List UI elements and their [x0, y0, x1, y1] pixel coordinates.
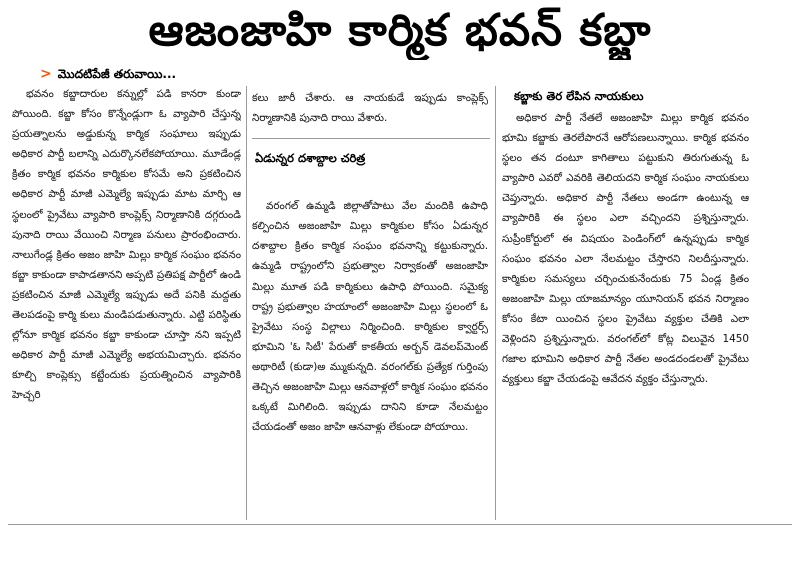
article-column-3	[502, 108, 749, 524]
subheading-leaders: కబ్జాకు తెర లేపిన నాయకులు	[514, 89, 644, 103]
column-divider-2	[495, 86, 496, 520]
column-divider-1	[246, 86, 247, 520]
column-2-lead: కలు జారీ చేశారు. ఆ నాయకుడే ఇప్పుడు కాంప్లెక్స్‌ నిర్మాణానికి పునాది రాయి వేశారు.	[252, 92, 488, 125]
article-column-1	[12, 84, 241, 524]
chevron-right-icon: >	[40, 66, 52, 82]
column-2-body: వరంగల్‌ ఉమ్మడి జిల్లాతోపాటు వేల మందికి ఉపాధి కల్పించిన అజంజాహి మిల్లు కార్మికుల కోసం ఏడున్నర దశాబ్దాల క్రితం కార్మిక సంఘం భవనాన్ని కట్టుకున్నారు. ఉమ్మడి రాష్ట్రంలోని ప్రభుత్వాల నిర్వాకంతో అజంజాహి మిల్లు మూత పడి కార్మికులు ఉపాధి పోయింది. సమైక్య రాష్ట్ర ప్రభుత్వాల హయాంలో అజంజాహి మిల్లు స్థలంలో ఓ ప్రైవేటు సంస్థ విల్లాలు నిర్మించింది. కార్మికుల క్వార్టర్స్‌ భూమిని 'ఓ సిటీ' పేరుతో కాకతీయ అర్బన్‌ డెవలప్‌మెంట్‌ అథారిటీ (కుడా)అ మ్ముకున్నది. వరంగల్‌కు ప్రత్యేక గుర్తింపు తెచ్చిన అజంజాహి మిల్లు ఆనవాళ్లలో కార్మిక సంఘం భవనం ఒక్కటే మిగిలింది. ఇప్పుడు దానిని కూడా నేలమట్టం చేయడంతో అజం జాహి ఆనవాళ్లు లేకుండా పోయాయి.	[252, 200, 488, 434]
column-3-text: అధికార పార్టీ నేతలే అజంజాహి మిల్లు కార్మిక భవనం భూమి కబ్జాకు తెరలేపారనే ఆరోపణలున్నాయి. కార్మిక భవనం స్థలం తన దంటూ కాగితాలు పట్టుకుని తిరుగుతున్న ఓ వ్యాపారి ఎవరో ఎవరికి తెలియదని కార్మిక సంఘం నాయకులు చెప్తున్నారు. అధికార పార్టీ నేతలు అండగా ఉంటున్న ఆ వ్యాపారికి ఈ స్థలం ఎలా వచ్చిందని ప్రశ్నిస్తున్నారు. సుప్రీంకోర్టులో ఈ విషయం పెండింగ్‌లో ఉన్నప్పుడు కార్మిక సంఘం భవనం ఎలా నేలమట్టం చేస్తారని నిలదీస్తున్నారు. కార్మికుల సమస్యలు చర్చించుకునేందుకు 75 ఏండ్ల క్రితం అజంజాహి మిల్లు యాజమాన్యం యూనియన్‌ భవన నిర్మాణం కోసం కేటా యించిన స్థలం ప్రైవేటు వ్యక్తుల చేతికి ఎలా వెళ్లిందని ప్రశ్నిస్తున్నారు. వరంగల్‌లో కోట్ల విలువైన 1450 గజాల భూమిని అధికార పార్టీ నేతల అండదండలతో ప్రైవేటు వ్యక్తులు కబ్జా చేయడంపై ఆవేదన వ్యక్తం చేస్తున్నారు.	[502, 112, 749, 386]
continuation-kicker	[40, 64, 176, 84]
kicker-text: మొదటిపేజీ తరువాయి...	[57, 67, 177, 81]
subheading-history: ఏడున్నర దశాబ్దాల చరిత్ర	[255, 151, 366, 165]
bottom-rule	[8, 524, 792, 525]
column-1-text: భవనం కబ్జాదారుల కన్నుల్లో పడి కానరా కుండా పోయింది. కబ్జా కోసం కొన్నేండ్లుగా ఓ వ్యాపారి చేస్తున్న ప్రయత్నాలను అడ్డుకున్న కార్మిక సంఘాలు ఇప్పుడు అధికార పార్టీ బలాన్ని ఎదుర్కొనలేకపోయాయి. మూడేండ్ల క్రితం కార్మిక భవనం కార్మికుల కోసమే అని ప్రకటించిన అధికార పార్టీ మాజీ ఎమ్మెల్యే ఇప్పుడు మాట మార్చి ఆ స్థలంలో ప్రైవేటు వ్యాపారి కాంప్లెక్స్‌ నిర్మాణానికి దగ్గరుండి పునాది రాయి వేయించి నిర్మాణ పనులు ప్రారంభించారు. నాలుగేండ్ల క్రితం అజం జాహి మిల్లు కార్మిక సంఘం భవనం కబ్జా కాకుండా కాపాడతానని అప్పటి ప్రతిపక్ష పార్టీలో ఉండి ప్రకటించిన మాజీ ఎమ్మెల్యే ఇప్పుడు అదే పనికి మద్దతు తెలపడంపై కార్మి కులు మండిపడుతున్నారు. ఎట్టి పరిస్థితు ల్లోనూ కార్మిక భవనం కబ్జా కాకుండా చూస్తా నని ఇప్పటి అధికార పార్టీ మాజీ ఎమ్మెల్యే అభయమిచ్చారు. భవనం కూల్చి కాంప్లెక్సు కట్టేందుకు ప్రయత్నించిన వ్యాపారికి హెచ్చరి	[12, 88, 241, 402]
headline: ఆజంజాహి కార్మిక భవన్‌ కబ్జా	[148, 5, 652, 56]
